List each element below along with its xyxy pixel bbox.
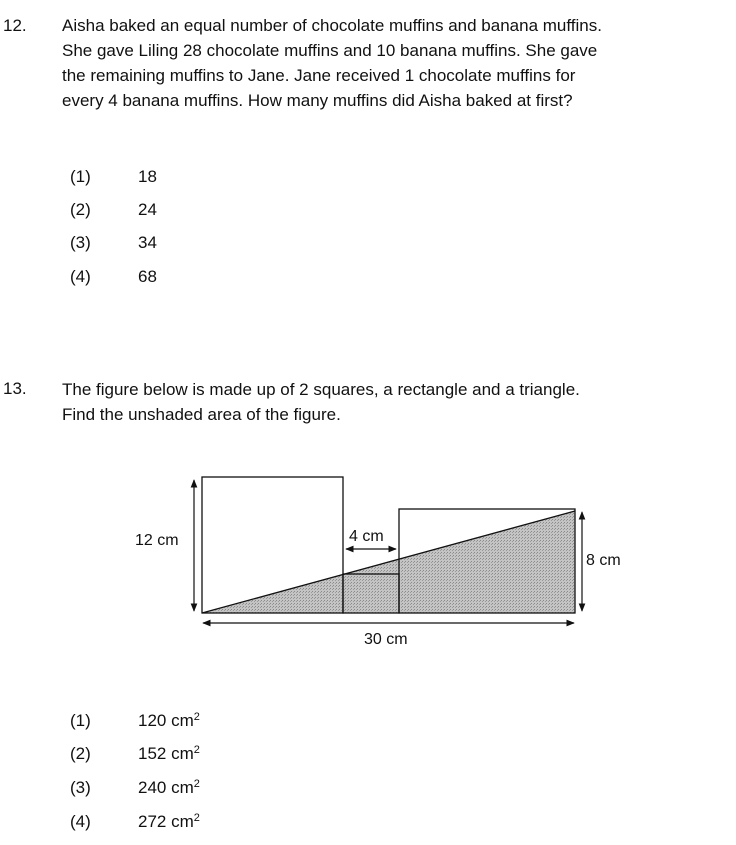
option-label: (2) [70,200,91,219]
q12-line-2: She gave Liling 28 chocolate muffins and 10 banana muffins. She gave [62,41,598,60]
option-label: (1) [70,711,91,730]
unit-superscript: 2 [193,812,200,824]
option-label: (1) [70,167,91,186]
label-height: 12 cm [135,532,179,549]
unit-superscript: 2 [193,711,200,723]
unit-superscript: 2 [193,778,200,790]
option-value: 120 $cm^2$ [138,711,200,730]
option-value: 152 $cm^2$ [138,744,200,763]
q13-line-1: The figure below is made up of 2 squares, a rectangle and a triangle. [62,380,580,399]
option-value: 24 [138,200,157,219]
label-base: 30 cm [364,631,408,648]
option-label: (3) [70,233,91,252]
option-label: (4) [70,812,91,831]
option-label: (3) [70,778,91,797]
label-gap: 4 cm [349,528,384,545]
q12-line-1: Aisha baked an equal number of chocolate muffins and banana muffins. [62,16,602,35]
option-value: 68 [138,267,157,286]
q13-number: 13. [3,379,27,398]
unit-superscript: 2 [193,744,200,756]
label-right: 8 cm [586,552,621,569]
q12-line-3: the remaining muffins to Jane. Jane received 1 chocolate muffins for [62,66,576,85]
q13-line-2: Find the unshaded area of the figure. [62,405,341,424]
option-value: 272 $cm^2$ [138,812,200,831]
option-value: 34 [138,233,157,252]
option-label: (2) [70,744,91,763]
q12-line-4: every 4 banana muffins. How many muffins did Aisha baked at first? [62,91,573,110]
option-value: 18 [138,167,157,186]
option-value: 240 $cm^2$ [138,778,200,797]
q12-number: 12. [3,16,27,35]
option-label: (4) [70,267,91,286]
